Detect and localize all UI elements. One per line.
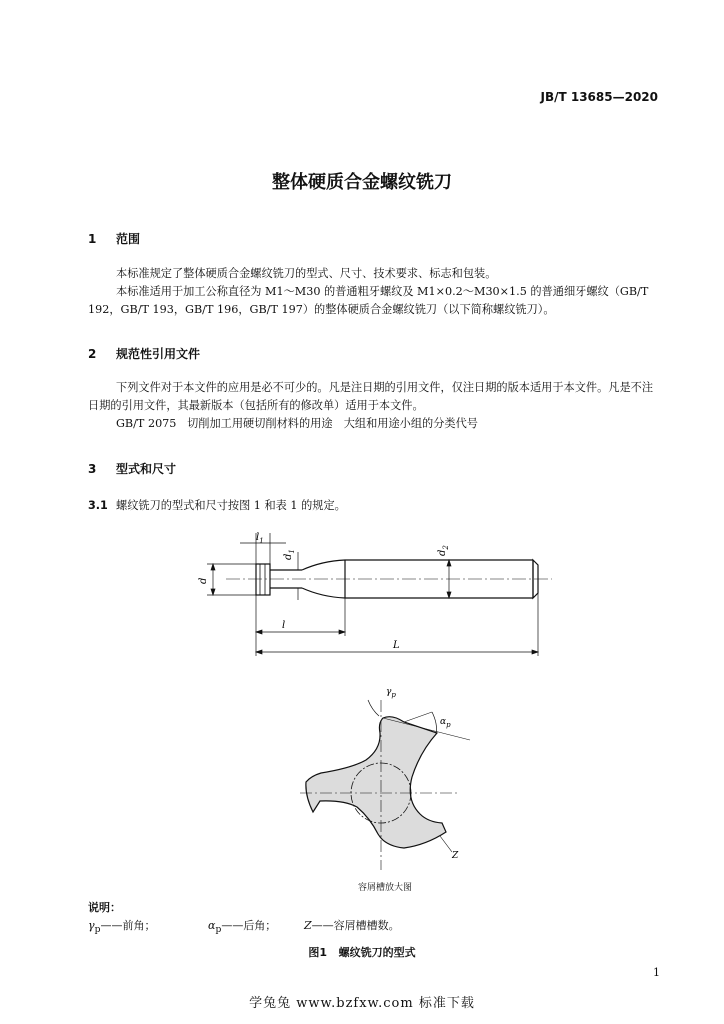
footer-watermark: 学兔兔 www.bzfxw.com 标准下载 bbox=[249, 996, 475, 1011]
subsection-number: 3.1 bbox=[88, 499, 108, 512]
section-number: 1 bbox=[88, 232, 97, 246]
reference-title: 切削加工用硬切削材料的用途 大组和用途小组的分类代号 bbox=[187, 417, 478, 430]
section-title: 规范性引用文件 bbox=[116, 347, 201, 361]
label-d2: $d_2$ bbox=[437, 545, 450, 556]
label-gamma-p: $\gamma_p$ bbox=[386, 687, 396, 699]
page-number: 1 bbox=[653, 966, 660, 979]
section-number: 3 bbox=[88, 462, 97, 476]
figure-caption: 图1 螺纹铣刀的型式 bbox=[308, 946, 416, 959]
document-code: JB/T 13685—2020 bbox=[540, 90, 658, 104]
reference-code: GB/T 2075 bbox=[116, 417, 177, 430]
section-2-paragraph-1: 下列文件对于本文件的应用是必不可少的。凡是注日期的引用文件，仅注日期的版本适用于本文件。凡是不注日期的引用文件，其最新版本（包括所有的修改单）适用于本文件。 bbox=[88, 381, 654, 412]
detail-caption: 容屑槽放大图 bbox=[357, 883, 412, 893]
cutter-head bbox=[256, 564, 270, 595]
section-title: 型式和尺寸 bbox=[116, 462, 177, 476]
label-L: L bbox=[393, 640, 400, 651]
legend-title: 说明： bbox=[88, 901, 121, 914]
label-l1: $l_1$ bbox=[256, 532, 264, 545]
section-title: 范围 bbox=[116, 232, 141, 246]
legend-item: Z——容屑槽槽数。 bbox=[304, 919, 400, 932]
subsection-text: 螺纹铣刀的型式和尺寸按图 1 和表 1 的规定。 bbox=[116, 499, 346, 512]
label-d1: $d_1$ bbox=[283, 549, 296, 560]
legend-item: $\gamma_p——$前角； bbox=[88, 919, 156, 936]
label-d: d bbox=[198, 577, 209, 584]
label-z: Z bbox=[452, 851, 459, 861]
section-1-paragraph-1: 本标准规定了整体硬质合金螺纹铣刀的型式、尺寸、技术要求、标志和包装。 bbox=[116, 267, 497, 280]
page-title: 整体硬质合金螺纹铣刀 bbox=[272, 172, 452, 193]
legend-item: $\alpha_p——$后角； bbox=[208, 919, 277, 936]
section-number: 2 bbox=[88, 347, 97, 361]
label-alpha-p: $\alpha_p$ bbox=[440, 717, 451, 729]
label-l: l bbox=[282, 620, 286, 631]
section-1-paragraph-2: 本标准适用于加工公称直径为 M1～M30 的普通粗牙螺纹及 M1×0.2～M30×1.5 的普通细牙螺纹（GB/T 192，GB/T 193，GB/T 196，GB/T 197）的整体硬质合金螺纹铣刀（以下简称螺纹铣刀）。 bbox=[88, 285, 649, 316]
